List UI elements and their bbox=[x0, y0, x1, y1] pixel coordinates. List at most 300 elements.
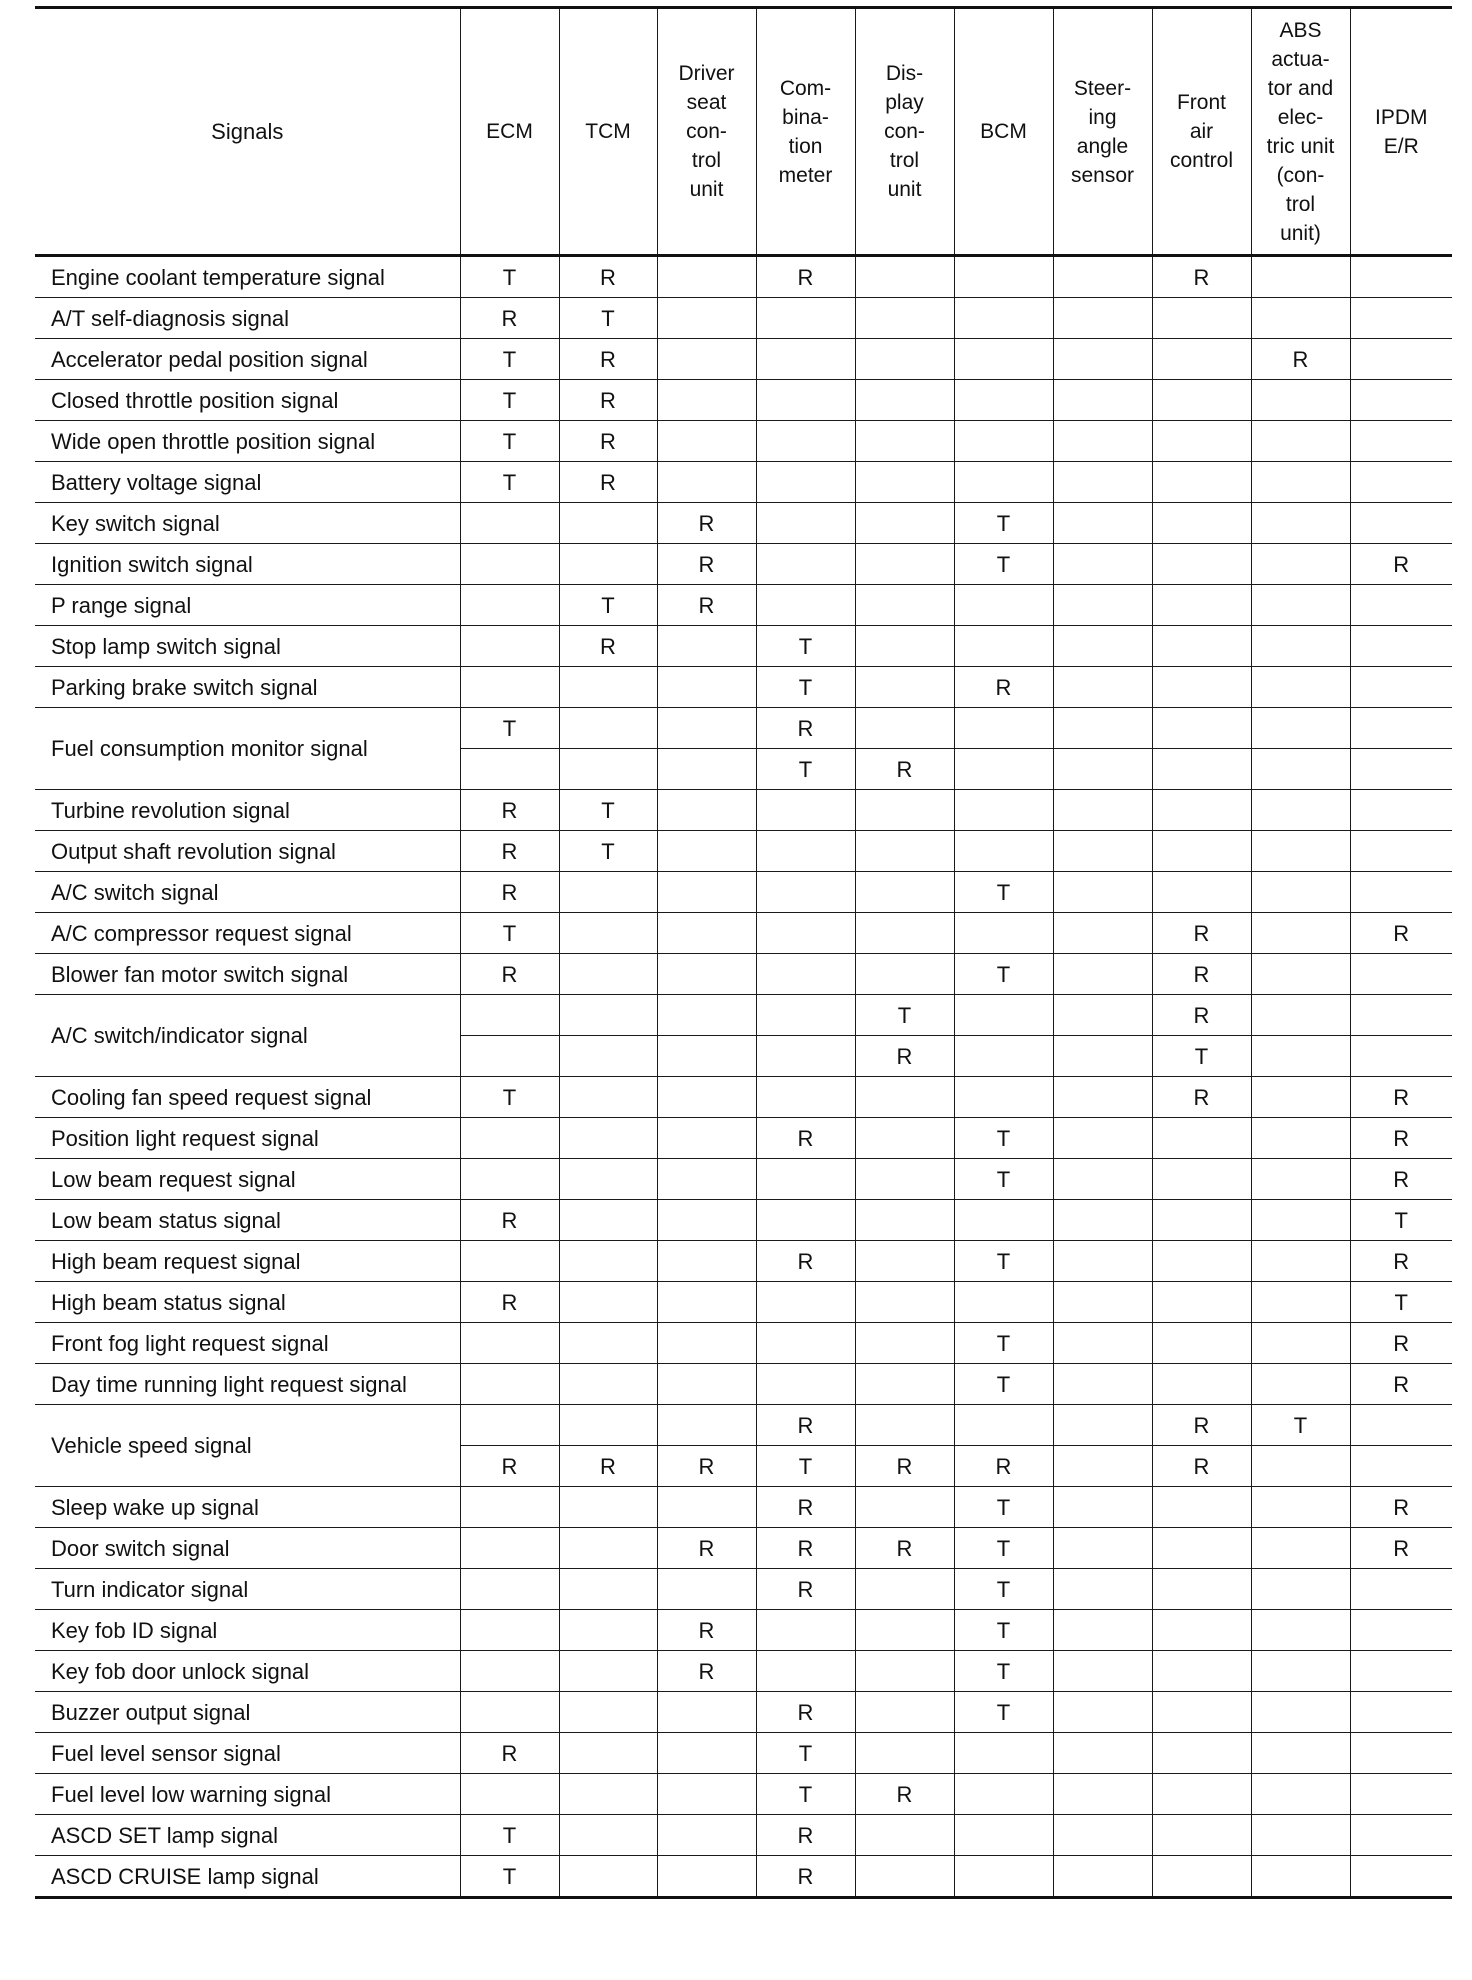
unit-header-line: E/R bbox=[1383, 134, 1419, 158]
tr-cell bbox=[1053, 1528, 1152, 1569]
signal-name: ASCD CRUISE lamp signal bbox=[35, 1856, 460, 1898]
signal-name: ASCD SET lamp signal bbox=[35, 1815, 460, 1856]
tr-cell bbox=[1152, 1282, 1251, 1323]
unit-header-2 bbox=[657, 8, 756, 256]
tr-cell bbox=[559, 1200, 657, 1241]
signal-name: Day time running light request signal bbox=[35, 1364, 460, 1405]
tr-cell bbox=[1350, 380, 1452, 421]
tr-cell bbox=[1251, 421, 1350, 462]
tr-cell: T bbox=[460, 339, 559, 380]
tr-cell bbox=[1251, 1323, 1350, 1364]
unit-header-line: trol bbox=[691, 149, 722, 172]
tr-cell: R bbox=[460, 1282, 559, 1323]
unit-header-line: actua- bbox=[1271, 47, 1330, 71]
tr-cell: T bbox=[460, 462, 559, 503]
tr-cell bbox=[1152, 667, 1251, 708]
tr-cell: T bbox=[954, 544, 1053, 585]
tr-cell: T bbox=[559, 790, 657, 831]
unit-header-line: meter bbox=[778, 163, 833, 187]
signal-name: Cooling fan speed request signal bbox=[35, 1077, 460, 1118]
tr-cell bbox=[460, 749, 559, 790]
unit-header-line: Driver bbox=[678, 62, 735, 85]
tr-cell bbox=[1152, 1323, 1251, 1364]
tr-cell bbox=[559, 1856, 657, 1898]
tr-cell bbox=[559, 1241, 657, 1282]
tr-cell bbox=[559, 1528, 657, 1569]
tr-cell bbox=[855, 421, 954, 462]
tr-cell bbox=[1053, 954, 1152, 995]
tr-cell: R bbox=[756, 1118, 855, 1159]
tr-cell bbox=[460, 1036, 559, 1077]
tr-cell bbox=[1251, 1856, 1350, 1898]
tr-cell bbox=[855, 1651, 954, 1692]
tr-cell: T bbox=[855, 995, 954, 1036]
tr-cell: R bbox=[954, 1446, 1053, 1487]
tr-cell bbox=[954, 790, 1053, 831]
table-row bbox=[35, 872, 1452, 913]
tr-cell bbox=[855, 1692, 954, 1733]
tr-cell bbox=[756, 1036, 855, 1077]
tr-cell bbox=[855, 380, 954, 421]
unit-header-line: trol bbox=[889, 149, 920, 172]
signal-name: A/T self-diagnosis signal bbox=[35, 298, 460, 339]
tr-cell bbox=[1053, 1774, 1152, 1815]
tr-cell bbox=[1152, 1815, 1251, 1856]
tr-cell bbox=[1152, 1651, 1251, 1692]
tr-cell bbox=[1053, 462, 1152, 503]
tr-cell: T bbox=[954, 954, 1053, 995]
tr-cell bbox=[1350, 1692, 1452, 1733]
tr-cell: T bbox=[954, 1569, 1053, 1610]
tr-cell bbox=[1152, 503, 1251, 544]
tr-cell bbox=[756, 1651, 855, 1692]
table-row bbox=[35, 339, 1452, 380]
tr-cell bbox=[1053, 913, 1152, 954]
unit-header-line: TCM bbox=[585, 120, 631, 143]
tr-cell bbox=[1251, 544, 1350, 585]
tr-cell bbox=[1350, 1036, 1452, 1077]
tr-cell bbox=[657, 1036, 756, 1077]
tr-cell bbox=[657, 872, 756, 913]
tr-cell bbox=[1152, 421, 1251, 462]
tr-cell: R bbox=[756, 1528, 855, 1569]
tr-cell bbox=[954, 1282, 1053, 1323]
tr-cell bbox=[1053, 1733, 1152, 1774]
tr-cell bbox=[1053, 544, 1152, 585]
tr-cell: R bbox=[756, 256, 855, 298]
tr-cell bbox=[559, 1487, 657, 1528]
tr-cell bbox=[1053, 585, 1152, 626]
tr-cell bbox=[756, 872, 855, 913]
signal-name: Door switch signal bbox=[35, 1528, 460, 1569]
tr-cell bbox=[855, 1610, 954, 1651]
tr-cell bbox=[855, 1405, 954, 1446]
tr-cell: R bbox=[460, 790, 559, 831]
tr-cell bbox=[1152, 1774, 1251, 1815]
tr-cell bbox=[1251, 1692, 1350, 1733]
tr-cell: T bbox=[460, 1856, 559, 1898]
tr-cell bbox=[657, 339, 756, 380]
table-row bbox=[35, 1364, 1452, 1405]
tr-cell bbox=[855, 339, 954, 380]
unit-header-line: unit bbox=[689, 178, 724, 201]
tr-cell bbox=[1251, 462, 1350, 503]
tr-cell bbox=[1152, 749, 1251, 790]
tr-cell: R bbox=[1152, 1446, 1251, 1487]
tr-cell bbox=[756, 1200, 855, 1241]
table-row bbox=[35, 298, 1452, 339]
tr-cell bbox=[460, 1323, 559, 1364]
tr-cell bbox=[559, 872, 657, 913]
tr-cell bbox=[954, 995, 1053, 1036]
tr-cell bbox=[1053, 298, 1152, 339]
tr-cell bbox=[559, 1692, 657, 1733]
tr-cell bbox=[954, 421, 1053, 462]
signal-name: Closed throttle position signal bbox=[35, 380, 460, 421]
tr-cell bbox=[657, 1487, 756, 1528]
tr-cell bbox=[657, 421, 756, 462]
unit-header-8 bbox=[1251, 8, 1350, 256]
tr-cell bbox=[559, 544, 657, 585]
tr-cell: T bbox=[756, 1733, 855, 1774]
tr-cell: T bbox=[559, 298, 657, 339]
tr-cell bbox=[1350, 790, 1452, 831]
tr-cell bbox=[1251, 1774, 1350, 1815]
tr-cell: R bbox=[855, 1036, 954, 1077]
tr-cell bbox=[1251, 1487, 1350, 1528]
tr-cell bbox=[1152, 380, 1251, 421]
tr-cell: R bbox=[855, 1528, 954, 1569]
tr-cell bbox=[1251, 1282, 1350, 1323]
tr-cell: R bbox=[559, 1446, 657, 1487]
tr-cell bbox=[1053, 1323, 1152, 1364]
tr-cell bbox=[460, 626, 559, 667]
tr-cell bbox=[855, 1569, 954, 1610]
signal-name: Vehicle speed signal bbox=[35, 1405, 460, 1487]
tr-cell bbox=[559, 749, 657, 790]
tr-cell bbox=[1053, 339, 1152, 380]
tr-cell bbox=[1152, 1487, 1251, 1528]
tr-cell bbox=[460, 1528, 559, 1569]
tr-cell bbox=[1152, 1159, 1251, 1200]
tr-cell bbox=[657, 913, 756, 954]
tr-cell bbox=[1251, 708, 1350, 749]
tr-cell bbox=[460, 1774, 559, 1815]
tr-cell bbox=[1350, 1815, 1452, 1856]
tr-cell bbox=[855, 1856, 954, 1898]
tr-cell: R bbox=[559, 462, 657, 503]
tr-cell bbox=[1350, 1569, 1452, 1610]
unit-header-4 bbox=[855, 8, 954, 256]
tr-cell bbox=[1152, 462, 1251, 503]
tr-cell bbox=[954, 1856, 1053, 1898]
signal-name: Fuel consumption monitor signal bbox=[35, 708, 460, 790]
tr-cell bbox=[1251, 1159, 1350, 1200]
tr-cell: R bbox=[657, 1528, 756, 1569]
tr-cell bbox=[559, 1118, 657, 1159]
tr-cell bbox=[657, 749, 756, 790]
tr-cell bbox=[1251, 1733, 1350, 1774]
signal-name: A/C switch signal bbox=[35, 872, 460, 913]
tr-cell bbox=[559, 913, 657, 954]
tr-cell bbox=[855, 831, 954, 872]
table-row bbox=[35, 256, 1452, 298]
unit-header-line: bina- bbox=[782, 105, 829, 129]
tr-cell: T bbox=[954, 1692, 1053, 1733]
tr-cell bbox=[1350, 585, 1452, 626]
tr-cell bbox=[1152, 1733, 1251, 1774]
tr-cell: R bbox=[1350, 544, 1452, 585]
tr-cell bbox=[1251, 913, 1350, 954]
table-row bbox=[35, 544, 1452, 585]
tr-cell bbox=[1251, 1610, 1350, 1651]
unit-header-line: tor and bbox=[1267, 76, 1334, 100]
tr-cell: T bbox=[559, 585, 657, 626]
tr-cell bbox=[855, 954, 954, 995]
table-row bbox=[35, 1569, 1452, 1610]
tr-cell: R bbox=[1350, 1118, 1452, 1159]
tr-cell bbox=[460, 1692, 559, 1733]
unit-header-line: trol bbox=[1285, 192, 1316, 216]
tr-cell bbox=[756, 1077, 855, 1118]
tr-cell bbox=[756, 1282, 855, 1323]
tr-cell: R bbox=[756, 1405, 855, 1446]
tr-cell bbox=[954, 749, 1053, 790]
table-row bbox=[35, 995, 1452, 1036]
table-row bbox=[35, 913, 1452, 954]
unit-header-line: ECM bbox=[486, 120, 533, 143]
tr-cell: R bbox=[1350, 1364, 1452, 1405]
tr-cell: R bbox=[1152, 995, 1251, 1036]
tr-cell bbox=[855, 790, 954, 831]
tr-cell bbox=[1053, 872, 1152, 913]
tr-cell: T bbox=[460, 380, 559, 421]
tr-cell bbox=[460, 1241, 559, 1282]
tr-cell bbox=[1350, 1610, 1452, 1651]
tr-cell bbox=[1350, 626, 1452, 667]
tr-cell bbox=[855, 1487, 954, 1528]
tr-cell bbox=[460, 503, 559, 544]
tr-cell bbox=[1350, 1856, 1452, 1898]
tr-cell bbox=[1251, 1036, 1350, 1077]
unit-header-line: con- bbox=[884, 120, 925, 143]
tr-cell bbox=[1152, 1569, 1251, 1610]
table-row bbox=[35, 1692, 1452, 1733]
signal-name: P range signal bbox=[35, 585, 460, 626]
tr-cell bbox=[855, 298, 954, 339]
tr-cell: T bbox=[1350, 1200, 1452, 1241]
tr-cell: R bbox=[756, 1241, 855, 1282]
tr-cell: R bbox=[657, 544, 756, 585]
tr-cell bbox=[1152, 1692, 1251, 1733]
signal-name: Engine coolant temperature signal bbox=[35, 256, 460, 298]
table-row bbox=[35, 1118, 1452, 1159]
tr-cell bbox=[1251, 1241, 1350, 1282]
unit-header-line: air bbox=[1189, 120, 1214, 143]
tr-cell bbox=[855, 544, 954, 585]
table-row bbox=[35, 667, 1452, 708]
tr-cell: R bbox=[1350, 1159, 1452, 1200]
tr-cell bbox=[1053, 1077, 1152, 1118]
tr-cell bbox=[460, 585, 559, 626]
tr-cell: T bbox=[954, 1118, 1053, 1159]
tr-cell: R bbox=[756, 1487, 855, 1528]
unit-header-line: tion bbox=[788, 134, 823, 158]
unit-header-line: angle bbox=[1076, 134, 1129, 158]
tr-cell: R bbox=[1350, 913, 1452, 954]
unit-header-line: Steer- bbox=[1073, 76, 1132, 100]
tr-cell bbox=[1053, 1241, 1152, 1282]
tr-cell: R bbox=[460, 298, 559, 339]
tr-cell bbox=[756, 585, 855, 626]
signals-header: Signals bbox=[35, 8, 460, 256]
tr-cell bbox=[855, 872, 954, 913]
tr-cell bbox=[1350, 256, 1452, 298]
tr-cell bbox=[1152, 339, 1251, 380]
table-row bbox=[35, 462, 1452, 503]
tr-cell: R bbox=[1152, 954, 1251, 995]
tr-cell: T bbox=[756, 1446, 855, 1487]
tr-cell bbox=[954, 585, 1053, 626]
tr-cell bbox=[1251, 667, 1350, 708]
tr-cell: R bbox=[559, 380, 657, 421]
tr-cell: T bbox=[1251, 1405, 1350, 1446]
tr-cell bbox=[756, 503, 855, 544]
tr-cell bbox=[1350, 667, 1452, 708]
tr-cell bbox=[1251, 1446, 1350, 1487]
tr-cell: T bbox=[954, 1364, 1053, 1405]
tr-cell bbox=[954, 339, 1053, 380]
tr-cell bbox=[954, 1815, 1053, 1856]
header-row bbox=[35, 8, 1452, 256]
tr-cell: R bbox=[756, 708, 855, 749]
tr-cell bbox=[1053, 1569, 1152, 1610]
signal-name: Turbine revolution signal bbox=[35, 790, 460, 831]
tr-cell bbox=[657, 1282, 756, 1323]
tr-cell: R bbox=[559, 626, 657, 667]
tr-cell: T bbox=[954, 1487, 1053, 1528]
tr-cell bbox=[657, 1364, 756, 1405]
table-row bbox=[35, 626, 1452, 667]
tr-cell bbox=[559, 1733, 657, 1774]
tr-cell bbox=[1251, 1364, 1350, 1405]
tr-cell bbox=[756, 831, 855, 872]
tr-cell bbox=[855, 1282, 954, 1323]
tr-cell bbox=[756, 421, 855, 462]
tr-cell bbox=[855, 1241, 954, 1282]
tr-cell bbox=[1251, 1569, 1350, 1610]
tr-cell bbox=[460, 544, 559, 585]
tr-cell: R bbox=[756, 1815, 855, 1856]
unit-header-line: sensor bbox=[1070, 163, 1135, 187]
table-row bbox=[35, 1856, 1452, 1898]
tr-cell bbox=[954, 708, 1053, 749]
signal-name: Output shaft revolution signal bbox=[35, 831, 460, 872]
tr-cell bbox=[1251, 585, 1350, 626]
tr-cell bbox=[1350, 503, 1452, 544]
tr-cell bbox=[1152, 626, 1251, 667]
tr-cell: R bbox=[657, 503, 756, 544]
unit-header-line: control bbox=[1169, 149, 1234, 172]
table-row bbox=[35, 503, 1452, 544]
tr-cell bbox=[460, 1569, 559, 1610]
tr-cell bbox=[1053, 1200, 1152, 1241]
unit-header-line: Com- bbox=[779, 76, 832, 100]
tr-cell bbox=[1152, 1241, 1251, 1282]
tr-cell bbox=[756, 462, 855, 503]
signal-name: Ignition switch signal bbox=[35, 544, 460, 585]
table-row bbox=[35, 708, 1452, 749]
tr-cell: T bbox=[460, 1077, 559, 1118]
tr-cell: T bbox=[954, 503, 1053, 544]
tr-cell: R bbox=[756, 1856, 855, 1898]
tr-cell bbox=[1152, 1610, 1251, 1651]
tr-cell bbox=[954, 1733, 1053, 1774]
unit-header-line: ABS bbox=[1279, 18, 1322, 42]
tr-cell: T bbox=[954, 1610, 1053, 1651]
unit-header-9 bbox=[1350, 8, 1452, 256]
tr-cell bbox=[559, 1159, 657, 1200]
tr-cell bbox=[1053, 995, 1152, 1036]
table-row bbox=[35, 790, 1452, 831]
tr-cell bbox=[460, 667, 559, 708]
tr-cell: R bbox=[1251, 339, 1350, 380]
tr-cell bbox=[1053, 1815, 1152, 1856]
tr-cell bbox=[657, 1159, 756, 1200]
tr-cell: T bbox=[954, 1159, 1053, 1200]
unit-header-line: seat bbox=[686, 91, 727, 114]
tr-cell bbox=[756, 380, 855, 421]
signal-name: Stop lamp switch signal bbox=[35, 626, 460, 667]
tr-cell bbox=[1152, 585, 1251, 626]
tr-cell: R bbox=[756, 1692, 855, 1733]
tr-cell bbox=[1152, 1118, 1251, 1159]
signal-name: Key fob ID signal bbox=[35, 1610, 460, 1651]
tr-cell bbox=[954, 380, 1053, 421]
tr-cell: R bbox=[954, 667, 1053, 708]
unit-header-line: tric unit bbox=[1266, 134, 1335, 158]
tr-cell bbox=[1251, 256, 1350, 298]
tr-cell bbox=[1053, 1856, 1152, 1898]
tr-cell bbox=[1251, 872, 1350, 913]
tr-cell bbox=[1053, 708, 1152, 749]
tr-cell bbox=[1251, 749, 1350, 790]
tr-cell bbox=[855, 1815, 954, 1856]
tr-cell: R bbox=[756, 1569, 855, 1610]
tr-cell: T bbox=[460, 913, 559, 954]
tr-cell: R bbox=[657, 1651, 756, 1692]
signal-name: A/C compressor request signal bbox=[35, 913, 460, 954]
tr-cell bbox=[1350, 462, 1452, 503]
signal-name: Accelerator pedal position signal bbox=[35, 339, 460, 380]
tr-cell bbox=[1251, 995, 1350, 1036]
tr-cell bbox=[1053, 749, 1152, 790]
tr-cell bbox=[855, 1159, 954, 1200]
tr-cell bbox=[1053, 1159, 1152, 1200]
tr-cell: T bbox=[460, 708, 559, 749]
unit-header-line: IPDM bbox=[1375, 105, 1428, 129]
signal-name: Battery voltage signal bbox=[35, 462, 460, 503]
tr-cell bbox=[1053, 1610, 1152, 1651]
tr-cell bbox=[657, 626, 756, 667]
tr-cell bbox=[1152, 1856, 1251, 1898]
tr-cell bbox=[460, 1159, 559, 1200]
table-body bbox=[35, 256, 1452, 1898]
tr-cell bbox=[1152, 1200, 1251, 1241]
tr-cell bbox=[1350, 1774, 1452, 1815]
signal-name: Sleep wake up signal bbox=[35, 1487, 460, 1528]
tr-cell bbox=[657, 1569, 756, 1610]
